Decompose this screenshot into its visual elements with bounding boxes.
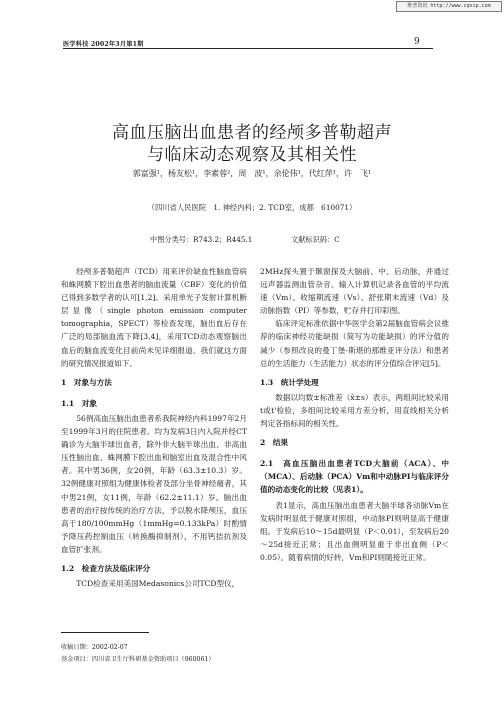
received-date: 收稿日期：2002-02-07 (61, 644, 128, 651)
classification-number: 中图分类号：R743.2；R445.1 (150, 235, 253, 244)
fund-note: 基金项目：四川省卫生厅科研基金资助项目（960061） (61, 656, 215, 663)
right-column (260, 265, 449, 564)
body-paragraph: 2MHz探头置于颞窗探及大脑前、中、后动脉，并通过远声器监测血管杂音。输入计算机记录各血管的平均流速（Vm）、收缩期流速（Vs）、舒张期末流速（Vd）及动脉指数（PI）等参数，贮存并打印彩图。 (260, 267, 449, 316)
page-number: 9 (414, 37, 420, 47)
title-line-2: 与临床动态观察及其相关性 (147, 145, 357, 165)
section-heading: 1.1 对象 (61, 398, 97, 408)
body-paragraph: 临床评定标准依据中华医学会第2届脑血管病会议推荐的临床神经功能缺损（简写为功能缺损）的评分值的减少（参照改良的曼丁堡-斯堪的那维亚评分法）和患者总的生活能力（生活能力）状态的评分值综合评定[5]。 (260, 319, 449, 368)
body-paragraph: 56例高血压脑出血患者系我院神经内科1997年2月至1999年3月的住院患者。均为发病3日内入院并经CT确诊为大脑半球出血者，除外非大脑半球出血、非高血压性脑出血、蛛网膜下腔出血和脑室出血及混合性中风者。其中男36例，女20例，年龄（63.3±10.3）岁。32例健康对照组为健康体检者及部分坐骨神经痛者，其中男21例，女11例，年龄（62.2±11.1）岁。脑出血患者的治疗按传统的治疗方法，予以脱水降颅压，血压高于180/100mmHg（1mmHg=0.133kPa）时酌情予降压药控制血压（转换酶抑制剂），不用钙拮抗剂及血管扩张剂。 (61, 413, 247, 554)
body-paragraph: 数据以均数±标准差（x̄±s）表示，两组间比较采用t或t'检验，多组间比较采用方差分析，用直线相关分析判定各指标间的相关性。 (260, 392, 449, 429)
section-heading: 1.2 检查方法及临床评分 (61, 563, 151, 573)
document-code: 文献标识码：C (291, 235, 340, 244)
section-heading: 1 对象与方法 (61, 377, 112, 387)
authors: 郭富强¹，杨友松¹，李素蓉²，周 波¹，余伦伟¹，代红萍¹，许 飞¹ (132, 169, 372, 178)
section-heading: 2.1 高血压脑出血患者TCD大脑前（ACA）、中（MCA）、后动脉（PCA）Vm和中动脉PI与临床评分值的动态变化的比较（见表1）。 (260, 459, 449, 495)
journal-header: 医学科技 2002年3月第1期 (63, 41, 144, 48)
body-paragraph: 经颅多普勒超声（TCD）用来评价缺血性脑血管病和蛛网膜下腔出血患者的脑血流量（CBF）变化的价值已得到多数学者的认可[1,2]。采用单光子发射计算机断层显像（single photon emission computer tomographia，SPECT）等检查发现，脑出血后存在广泛的局部脑血流下降[3,4]，采用TCD动态观察脑出血后的脑血流变化目前尚未见详细报道。我们就这方面的研究情况报道如下。 (61, 267, 247, 368)
body-paragraph: TCD检查采用美国Medasonics公司TCD型仪， (76, 579, 240, 589)
header-rule (63, 48, 433, 49)
title-line-1: 高血压脑出血患者的经颅多普勒超声 (112, 123, 392, 143)
section-heading: 2 结果 (260, 438, 289, 448)
affiliation: （四川省人民医院 1. 神经内科；2. TCD室，成都 610071） (147, 203, 357, 212)
watermark-stamp: 维普资讯 http://www.cqvip.com (396, 1, 502, 12)
footnote-rule (61, 632, 149, 633)
left-column (61, 265, 247, 590)
body-paragraph: 表1显示，高血压脑出血患者大脑半球各动脉Vm在发病时明显低于健康对照组，中动脉PI则明显高于健康组。于发病后10～15d最明显（P＜0.01），至发病后20～25d接近正常；且出血侧明显重于非出血侧（P＜0.05）。随着病情的好转，Vm和PI则随接近正常。 (260, 500, 449, 562)
section-heading: 1.3 统计学处理 (260, 377, 319, 387)
